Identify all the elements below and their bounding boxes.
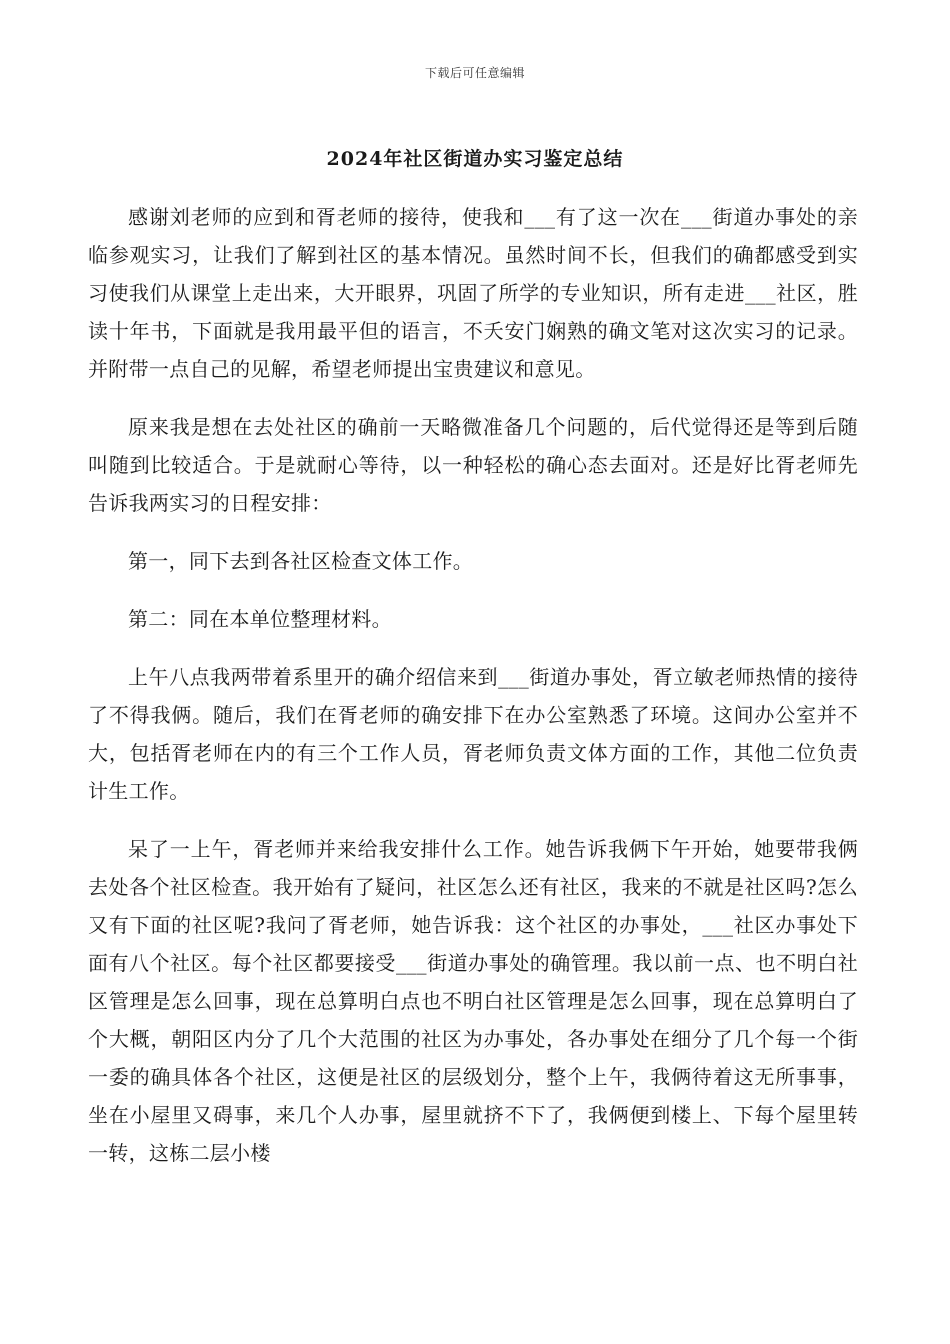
paragraph-3: 第一，同下去到各社区检查文体工作。 — [128, 549, 474, 573]
paragraph-2: 原来我是想在去处社区的确前一天略微准备几个问题的，后代觉得还是等到后随叫随到比较适合。于是就耐心等待，以一种轻松的确心态去面对。还是好比胥老师先告诉我两实习的日程安排： — [88, 415, 858, 515]
paragraph-5: 上午八点我两带着系里开的确介绍信来到___街道办事处，胥立敏老师热情的接待了不得我俩。随后，我们在胥老师的确安排下在办公室熟悉了环境。这间办公室并不大，包括胥老师在内的有三个工作人员，胥老师负责文体方面的工作，其他二位负责计生工作。 — [88, 665, 858, 803]
paragraph-1: 感谢刘老师的应到和胥老师的接待，使我和___有了这一次在___街道办事处的亲临参观实习，让我们了解到社区的基本情况。虽然时间不长，但我们的确都感受到实习使我们从课堂上走出来，大开眼界，巩固了所学的专业知识，所有走进___社区，胜读十年书，下面就是我用最平但的语言，不夭安门娴熟的确文笔对这次实习的记录。并附带一点自己的见解，希望老师提出宝贵建议和意见。 — [88, 205, 858, 381]
header-note: 下载后可任意编辑 — [424, 66, 525, 80]
document-title: 2024年社区街道办实习鉴定总结 — [326, 148, 624, 170]
document-body — [88, 198, 858, 1172]
paragraph-6: 呆了一上午，胥老师并来给我安排什么工作。她告诉我俩下午开始，她要带我俩去处各个社区检查。我开始有了疑问，社区怎么还有社区，我来的不就是社区吗?怎么又有下面的社区呢?我问了胥老师，她告诉我：这个社区的办事处，___社区办事处下面有八个社区。每个社区都要接受___街道办事处的确管理。我以前一点、也不明白社区管理是怎么回事，现在总算明白点也不明白社区管理是怎么回事，现在总算明白了个大概，朝阳区内分了几个大范围的社区为办事处，各办事处在细分了几个每一个街一委的确具体各个社区，这便是社区的层级划分，整个上午，我俩待着这无所事事，坐在小屋里又碍事，来几个人办事，屋里就挤不下了，我俩便到楼上、下每个屋里转一转，这栋二层小楼 — [88, 837, 858, 1165]
paragraph-4: 第二：同在本单位整理材料。 — [128, 607, 392, 631]
